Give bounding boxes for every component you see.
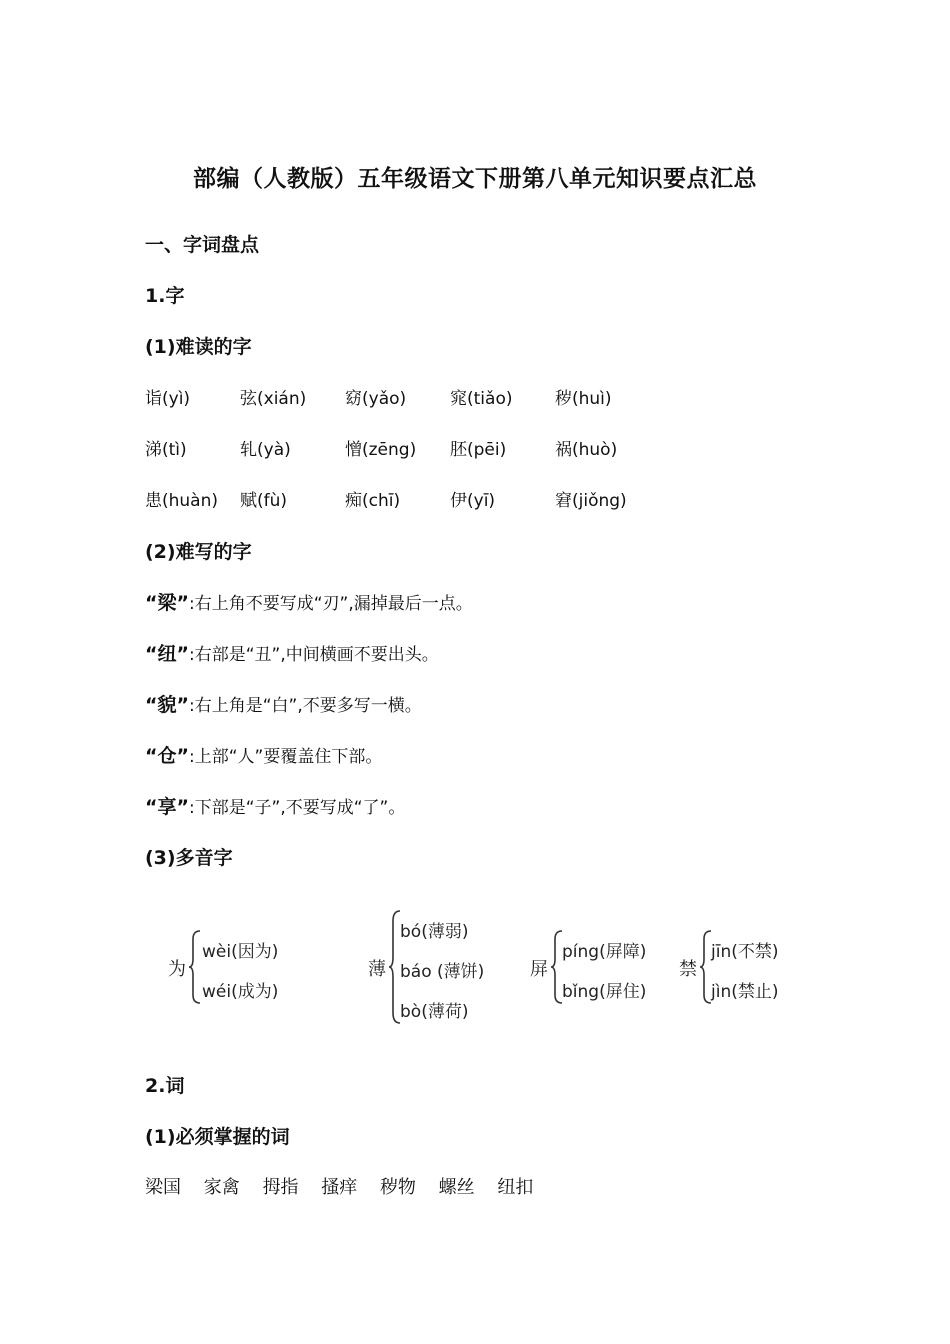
hard-read-item: 诣(yì) (145, 389, 191, 409)
hard-read-item: 痴(chī) (345, 491, 401, 511)
polyphone-reading: jīn(不禁) (711, 942, 779, 962)
hard-read-item: 轧(yà) (240, 440, 291, 460)
polyphone-reading: bò(薄荷) (400, 1002, 469, 1022)
hard-read-item: 患(huàn) (145, 491, 219, 511)
rule-note: :上部“人”要覆盖住下部。 (188, 747, 383, 767)
polyphone-reading: báo (薄饼) (400, 962, 485, 982)
hard-write-rule (145, 792, 405, 819)
polyphone-reading: wèi(因为) (202, 942, 279, 962)
word-item: 秽物 (379, 1177, 416, 1198)
rule-char: “仓” (145, 745, 189, 767)
rule-char: “貌” (145, 694, 189, 716)
sub-heading-hard-to-write: (2)难写的字 (145, 541, 252, 563)
word-item: 家禽 (203, 1177, 240, 1198)
sub-heading-polyphones: (3)多音字 (145, 847, 233, 869)
polyphone-char: 屏 (530, 959, 548, 980)
sub-heading-must-master: (1)必须掌握的词 (145, 1126, 290, 1148)
hard-write-rule (145, 588, 473, 615)
word-list (145, 1173, 550, 1199)
rule-note: :下部是“子”,不要写成“了”。 (188, 798, 406, 818)
hard-read-item: 窘(jiǒng) (555, 491, 627, 511)
polyphone-reading: jìn(禁止) (711, 982, 779, 1002)
brace-icon (188, 929, 202, 1005)
hard-read-item: 憎(zēng) (345, 440, 417, 460)
hard-read-item: 祸(huò) (555, 440, 618, 460)
section-heading-vocab: 一、字词盘点 (145, 234, 260, 256)
rule-char: “梁” (145, 592, 189, 614)
hard-read-item: 伊(yī) (450, 491, 496, 511)
hard-read-item: 窕(tiǎo) (450, 389, 513, 409)
hard-write-rule (145, 690, 422, 717)
hard-read-item: 窈(yǎo) (345, 389, 407, 409)
polyphone-reading: wéi(成为) (202, 982, 279, 1002)
hard-write-rule (145, 741, 382, 768)
hard-read-item: 秽(huì) (555, 389, 612, 409)
hard-read-item: 涕(tì) (145, 440, 187, 460)
rule-note: :右上角是“白”,不要多写一横。 (188, 696, 422, 716)
page-title: 部编（人教版）五年级语文下册第八单元知识要点汇总 (193, 166, 757, 192)
rule-char: “享” (145, 796, 189, 818)
rule-note: :右上角不要写成“刃”,漏掉最后一点。 (188, 594, 473, 614)
word-item: 梁国 (145, 1177, 181, 1198)
polyphone-char: 为 (168, 959, 186, 980)
hard-read-item: 弦(xián) (240, 389, 307, 409)
polyphone-char: 薄 (368, 959, 386, 980)
word-item: 搔痒 (321, 1177, 358, 1198)
part-heading-words: 2.词 (145, 1075, 185, 1097)
hard-read-item: 胚(pēi) (450, 440, 507, 460)
word-item: 拇指 (262, 1177, 299, 1198)
polyphone-reading: bǐng(屏住) (562, 982, 647, 1002)
polyphone-char: 禁 (679, 959, 697, 980)
word-item: 螺丝 (438, 1177, 475, 1198)
sub-heading-hard-to-read: (1)难读的字 (145, 336, 252, 358)
polyphone-reading: píng(屏障) (562, 942, 647, 962)
polyphone-reading: bó(薄弱) (400, 922, 469, 942)
part-heading-characters: 1.字 (145, 285, 185, 307)
rule-note: :右部是“丑”,中间横画不要出头。 (188, 645, 439, 665)
word-item: 纽扣 (497, 1177, 534, 1198)
hard-write-rule (145, 639, 439, 666)
rule-char: “纽” (145, 643, 189, 665)
hard-read-item: 赋(fù) (240, 491, 288, 511)
